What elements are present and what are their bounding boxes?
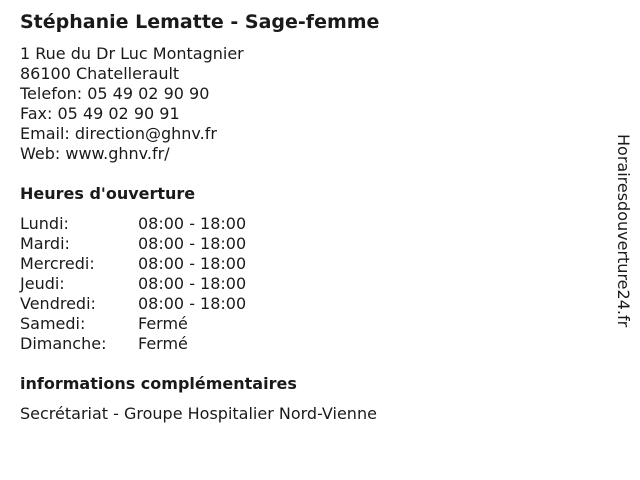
hours-day: Jeudi: xyxy=(20,274,65,293)
hours-day: Mercredi: xyxy=(20,254,95,273)
address-street: 1 Rue du Dr Luc Montagnier xyxy=(20,44,244,63)
hours-day: Samedi: xyxy=(20,314,86,333)
email-text: Email: direction@ghnv.fr xyxy=(20,124,217,143)
opening-hours-heading: Heures d'ouverture xyxy=(20,184,196,203)
hours-day: Vendredi: xyxy=(20,294,96,313)
web-text: Web: www.ghnv.fr/ xyxy=(20,144,170,163)
hours-day: Lundi: xyxy=(20,214,69,233)
additional-info-text: Secrétariat - Groupe Hospitalier Nord-Vienne xyxy=(20,404,377,423)
hours-time: 08:00 - 18:00 xyxy=(138,254,247,273)
hours-time: 08:00 - 18:00 xyxy=(138,294,247,313)
hours-time: Fermé xyxy=(138,314,188,333)
hours-day: Dimanche: xyxy=(20,334,107,353)
page-title: Stéphanie Lematte - Sage-femme xyxy=(20,11,380,33)
hours-time: 08:00 - 18:00 xyxy=(138,214,247,233)
site-brand-label: Horairesdouverture24.fr xyxy=(614,134,633,328)
hours-time: Fermé xyxy=(138,334,188,353)
additional-info-heading: informations complémentaires xyxy=(20,374,297,393)
phone-text: Telefon: 05 49 02 90 90 xyxy=(20,84,210,103)
address-city: 86100 Chatellerault xyxy=(20,64,180,83)
fax-text: Fax: 05 49 02 90 91 xyxy=(20,104,180,123)
hours-time: 08:00 - 18:00 xyxy=(138,274,247,293)
contact-block xyxy=(20,44,244,164)
hours-time: 08:00 - 18:00 xyxy=(138,234,247,253)
hours-day: Mardi: xyxy=(20,234,70,253)
